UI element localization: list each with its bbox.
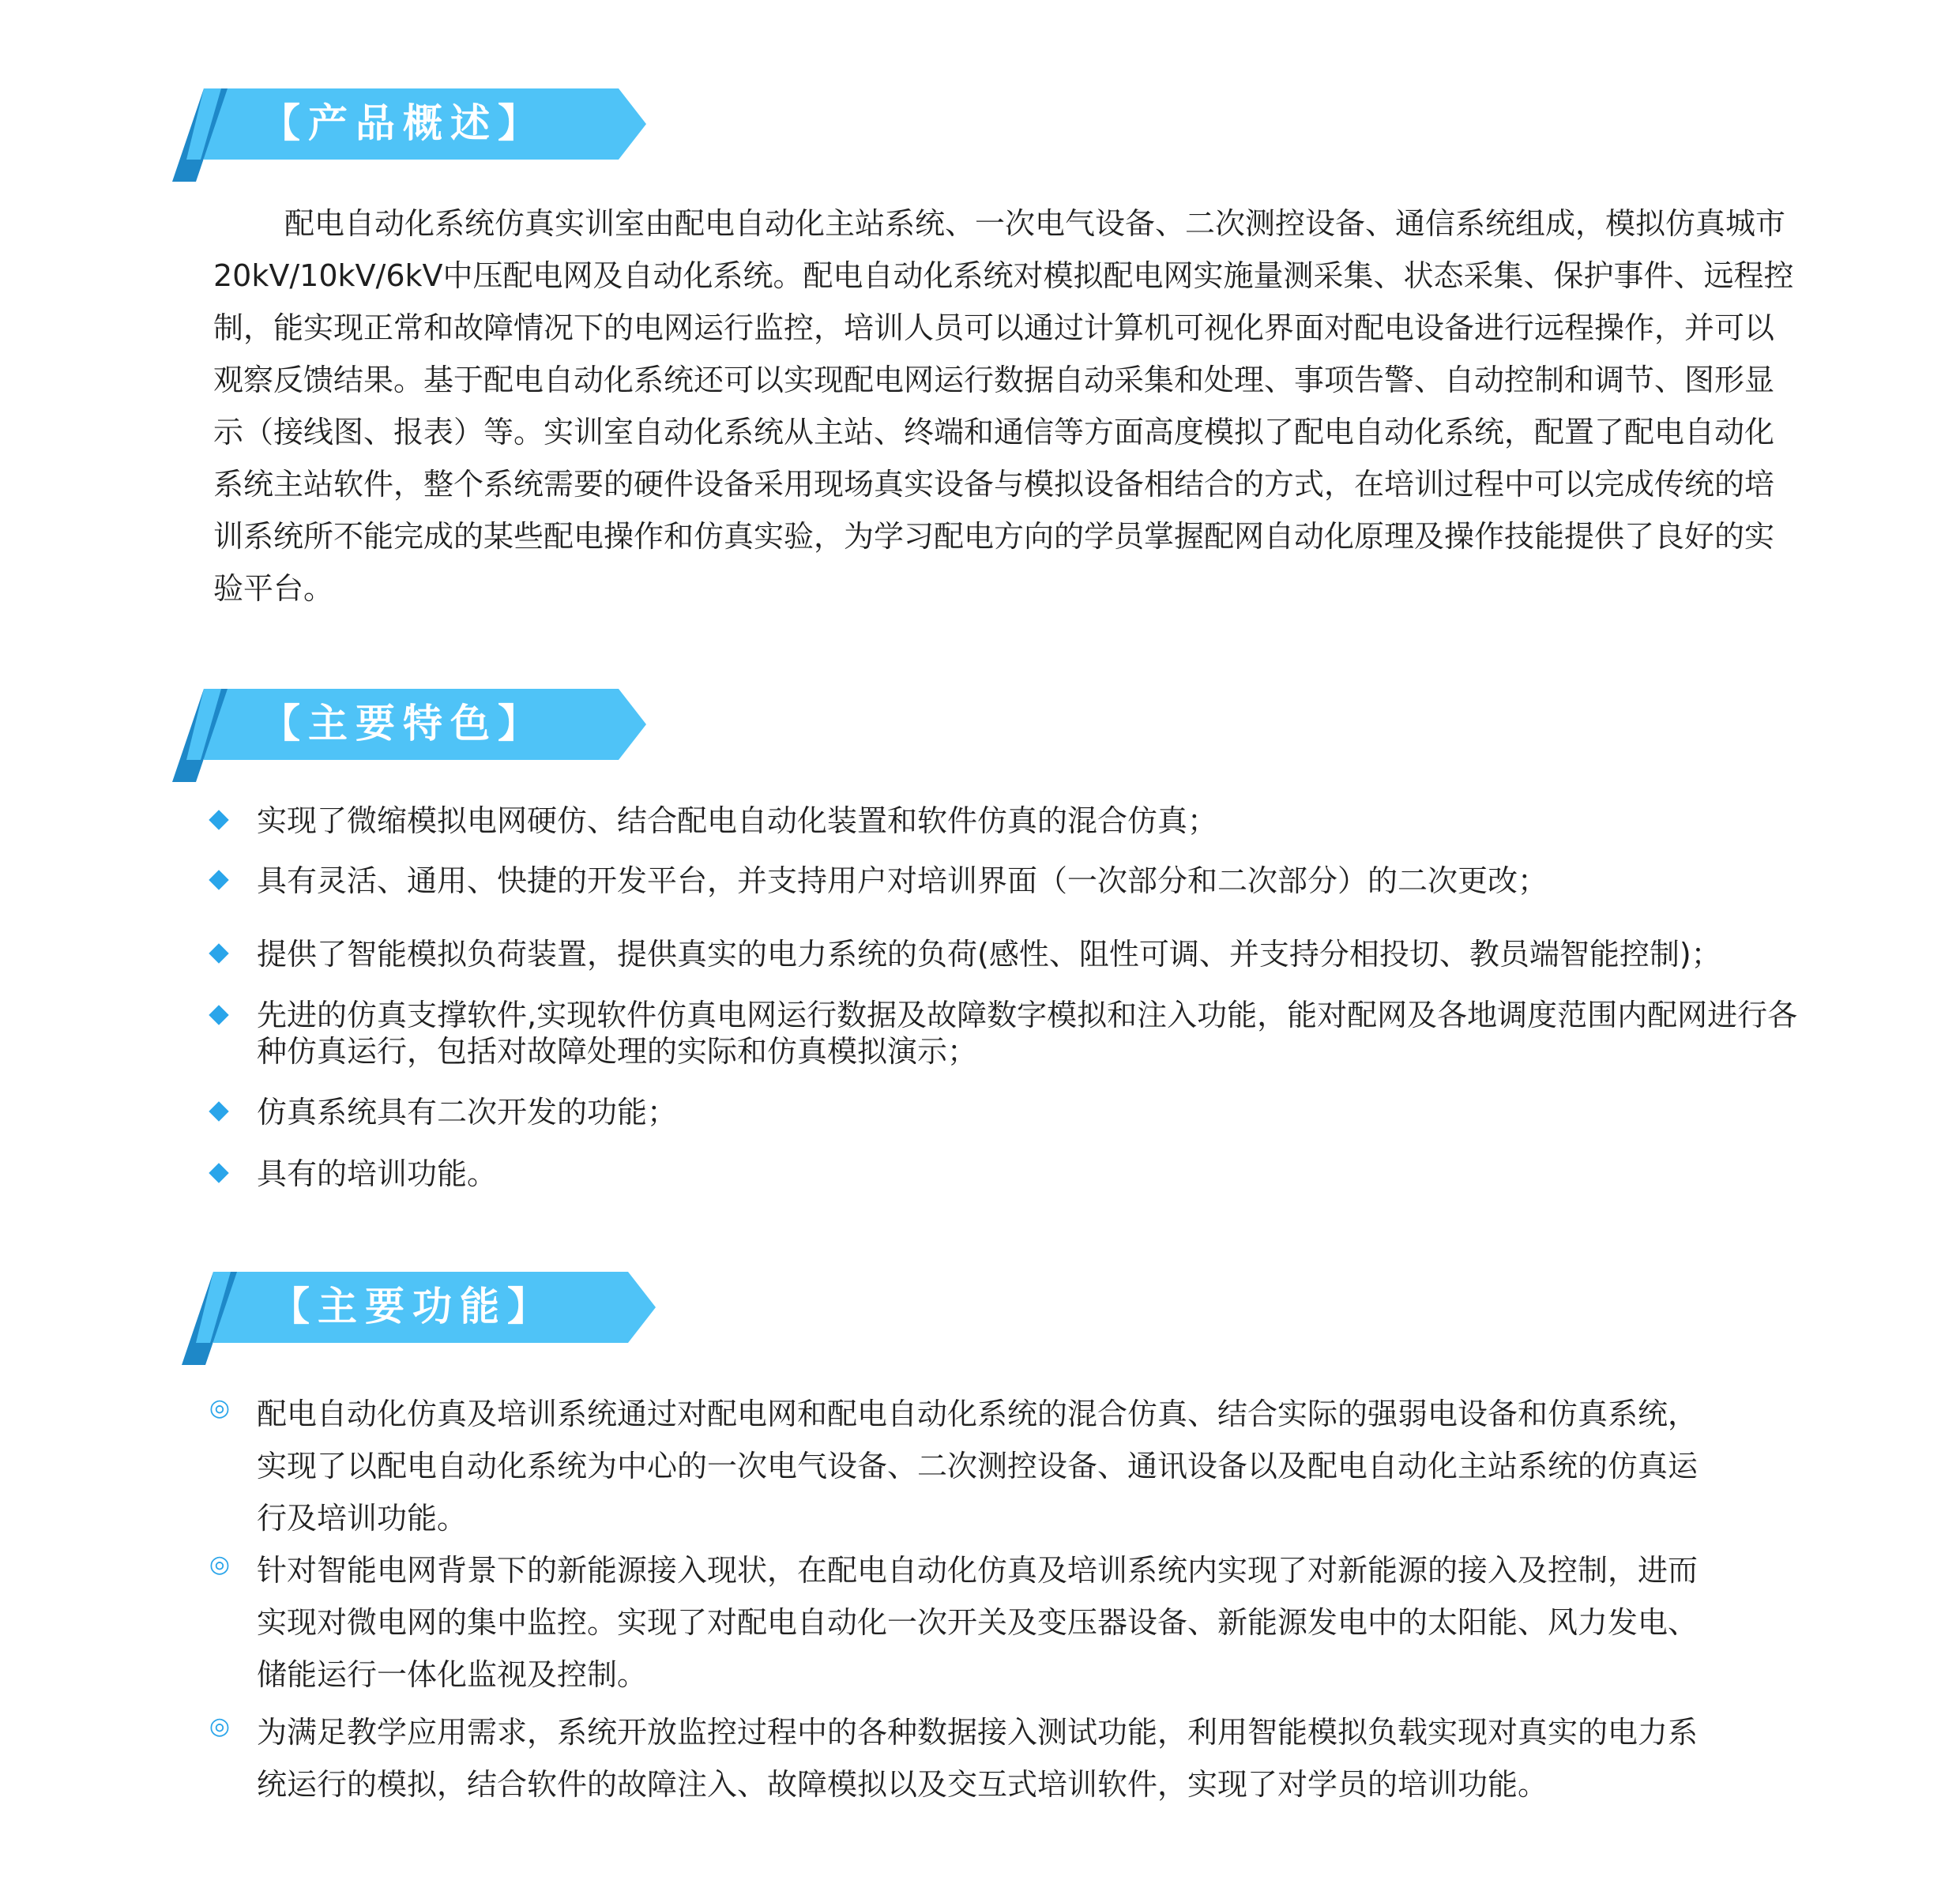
diamond-bullet-icon [209,1005,228,1025]
diamond-bullet-icon [209,1163,228,1183]
function-text: 为满足教学应用需求，系统开放监控过程中的各种数据接入测试功能，利用智能模拟负载实现对真实的电力系统运行的模拟，结合软件的故障注入、故障模拟以及交互式培训软件，实现了对学员的培训功能。 [257,1715,1699,1802]
features-banner [172,689,654,782]
diamond-bullet-icon [209,810,228,829]
feature-text: 具有灵活、通用、快捷的开发平台，并支持用户对培训界面（一次部分和二次部分）的二次更改； [257,863,1548,898]
overview-paragraph: 配电自动化系统仿真实训室由配电自动化主站系统、一次电气设备、二次测控设备、通信系统组成，模拟仿真城市20kV/10kV/6kV中压配电网及自动化系统。配电自动化系统对模拟配电网实施量测采集、状态采集、保护事件、远程控制，能实现正常和故障情况下的电网运行监控，培训人员可以通过计算机可视化界面对配电设备进行远程操作，并可以观察反馈结果。基于配电自动化系统还可以实现配电网运行数据自动采集和处理、事项告警、自动控制和调节、图形显示（接线图、报表）等。实训室自动化系统从主站、终端和通信等方面高度模拟了配电自动化系统，配置了配电自动化系统主站软件，整个系统需要的硬件设备采用现场真实设备与模拟设备相结合的方式，在培训过程中可以完成传统的培训系统所不能完成的某些配电操作和仿真实验，为学习配电方向的学员掌握配网自动化原理及操作技能提供了良好的实验平台。 [213,206,1794,606]
feature-text: 实现了微缩模拟电网硬仿、结合配电自动化装置和软件仿真的混合仿真； [257,803,1218,838]
function-text: 配电自动化仿真及培训系统通过对配电网和配电自动化系统的混合仿真、结合实际的强弱电设备和仿真系统，实现了以配电自动化系统为中心的一次电气设备、二次测控设备、通讯设备以及配电自动化主站系统的仿真运行及培训功能。 [257,1397,1699,1536]
overview-title: 【产品概述】 [261,100,545,146]
diamond-bullet-icon [209,943,228,963]
functions-title: 【主要功能】 [270,1284,555,1329]
feature-text: 仿真系统具有二次开发的功能； [257,1095,678,1130]
double-circle-bullet-icon: ◎ [209,1713,231,1740]
double-circle-bullet-icon: ◎ [209,1551,231,1578]
diamond-bullet-icon [209,870,228,889]
diamond-bullet-icon [209,1101,228,1121]
feature-text: 提供了智能模拟负荷装置，提供真实的电力系统的负荷(感性、阻性可调、并支持分相投切、教员端智能控制)； [257,937,1721,972]
function-text: 针对智能电网背景下的新能源接入现状，在配电自动化仿真及培训系统内实现了对新能源的接入及控制，进而实现对微电网的集中监控。实现了对配电自动化一次开关及变压器设备、新能源发电中的太阳能、风力发电、储能运行一体化监视及控制。 [257,1553,1699,1692]
overview-banner [172,88,654,182]
features-title: 【主要特色】 [261,701,545,746]
functions-banner [182,1272,664,1365]
feature-text: 具有的培训功能。 [257,1156,498,1191]
double-circle-bullet-icon: ◎ [209,1394,231,1422]
feature-text: 先进的仿真支撑软件,实现软件仿真电网运行数据及故障数字模拟和注入功能，能对配网及各地调度范围内配网进行各种仿真运行，包括对故障处理的实际和仿真模拟演示； [257,998,1798,1069]
